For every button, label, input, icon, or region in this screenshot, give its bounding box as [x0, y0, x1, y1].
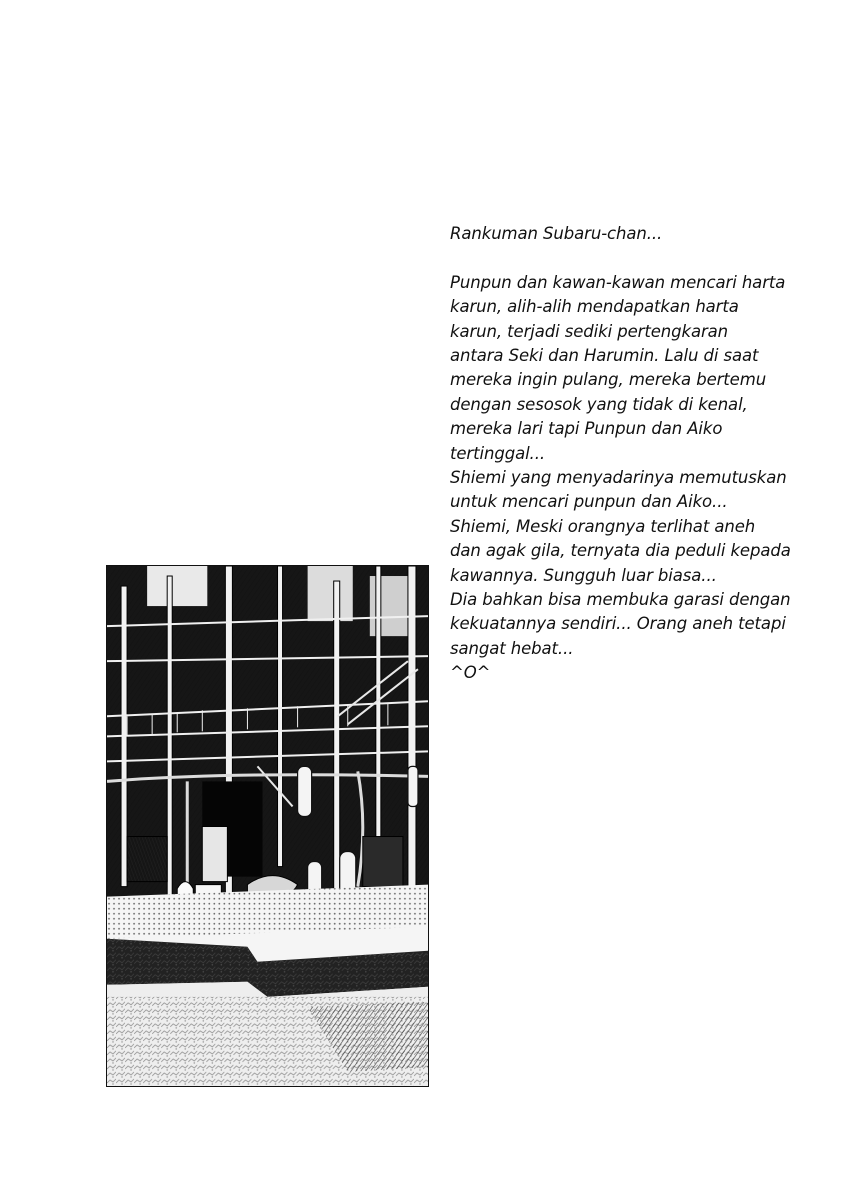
summary-line: kawannya. Sungguh luar biasa... — [450, 565, 717, 585]
summary-line: mereka lari tapi Punpun dan Aiko — [450, 419, 723, 439]
summary-line: antara Seki dan Harumin. Lalu di saat — [450, 346, 759, 366]
manga-panel-illustration — [106, 565, 429, 1087]
summary-line: Shiemi, Meski orangnya terlihat aneh — [450, 516, 756, 536]
summary-line: mereka ingin pulang, mereka bertemu — [450, 370, 767, 390]
summary-line: karun, terjadi sediki pertengkaran — [450, 321, 729, 341]
summary-heading: Rankuman Subaru-chan... — [450, 224, 663, 243]
summary-text-block — [450, 222, 840, 686]
summary-line: untuk mencari punpun dan Aiko... — [450, 492, 728, 512]
paragraph-spacer — [450, 246, 840, 270]
summary-line: tertinggal... — [450, 443, 545, 463]
summary-line: sangat hebat... — [450, 638, 574, 658]
summary-line: dengan sesosok yang tidak di kenal, — [450, 394, 748, 414]
summary-line: Punpun dan kawan-kawan mencari harta — [450, 272, 786, 292]
summary-line: Dia bahkan bisa membuka garasi dengan — [450, 590, 791, 610]
summary-line: ^O^ — [450, 663, 491, 683]
summary-line: kekuatannya sendiri... Orang aneh tetapi — [450, 614, 786, 634]
summary-line: dan agak gila, ternyata dia peduli kepada — [450, 541, 791, 561]
summary-line: karun, alih-alih mendapatkan harta — [450, 297, 739, 317]
summary-line: Shiemi yang menyadarinya memutuskan — [450, 468, 787, 488]
factory-ruins-illustration — [107, 566, 428, 1086]
